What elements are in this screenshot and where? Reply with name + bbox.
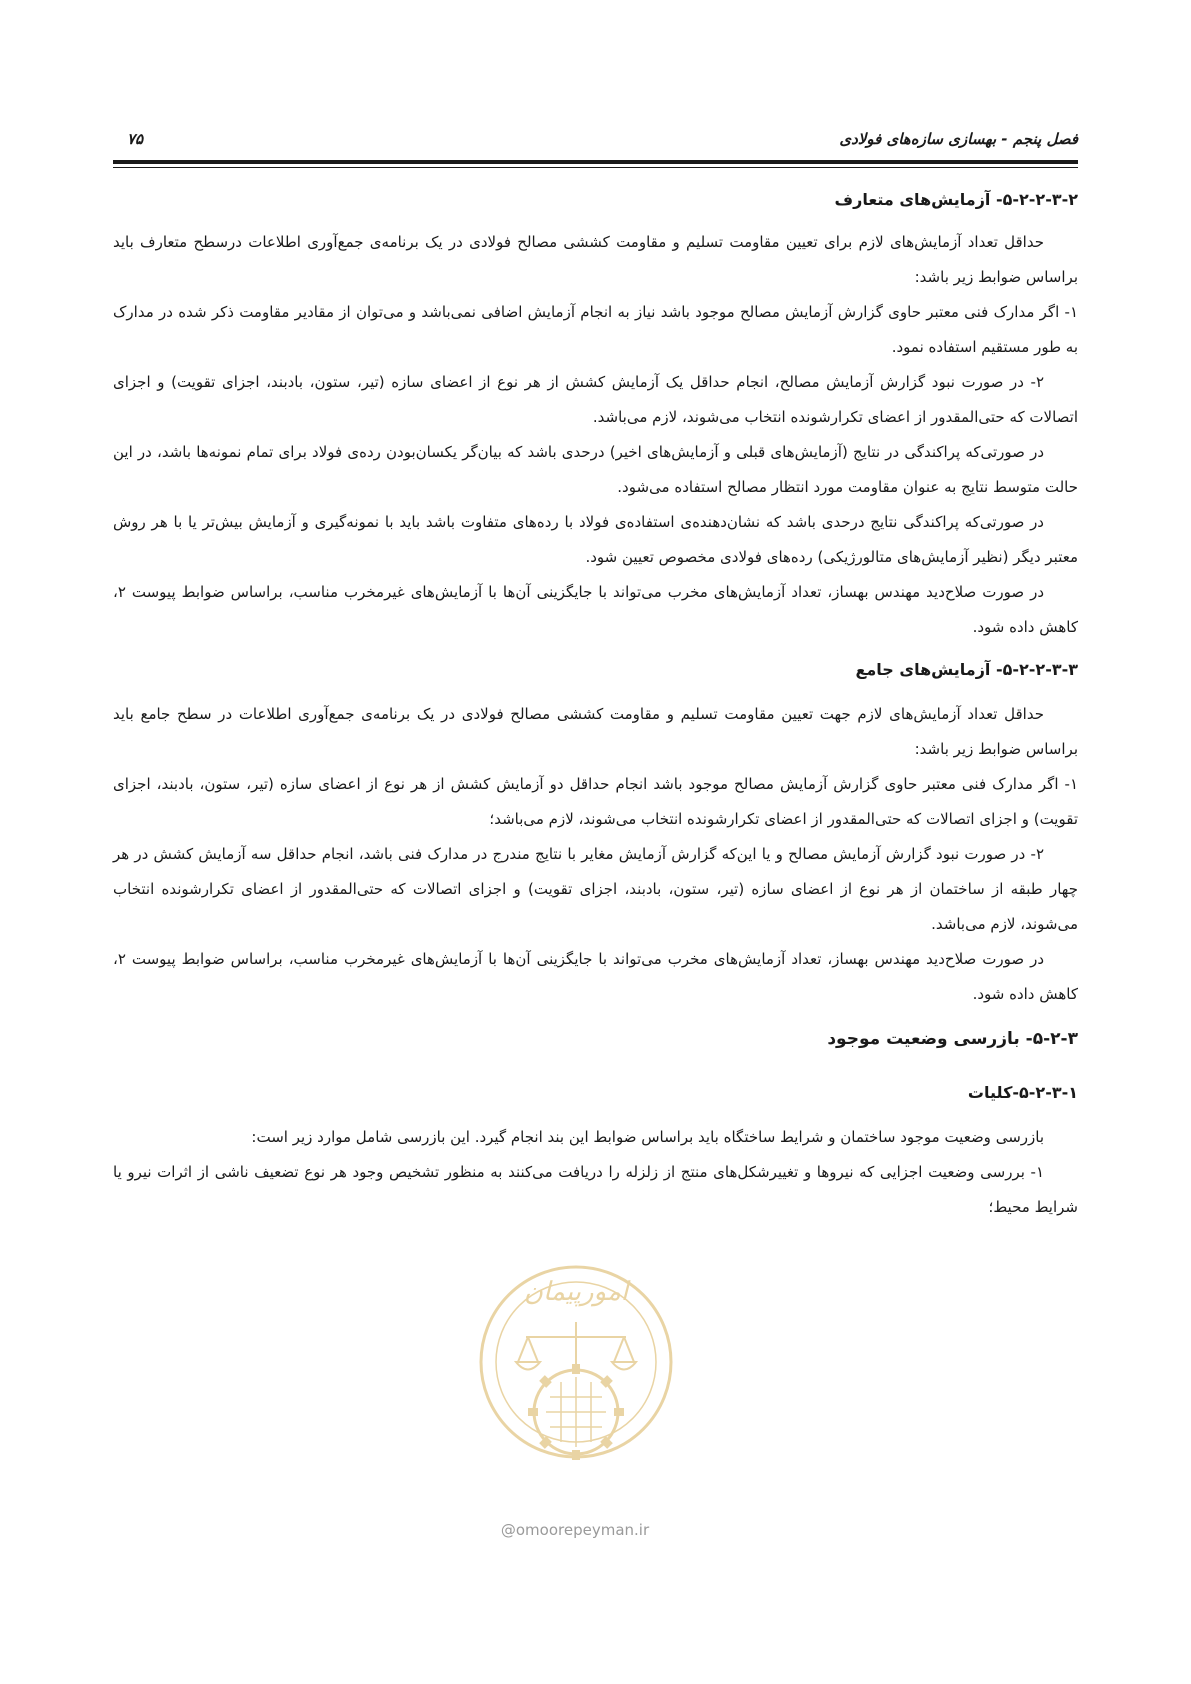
paragraph: ۱- اگر مدارک فنی معتبر حاوی گزارش آزمایش مصالح موجود باشد نیاز به انجام آزمایش اضافی نمی‌باشد و می‌توان از مقادیر مقاومت ذکر شده در مدارک به طور مستقیم استفاده نمود. [113,303,1078,356]
paragraph: حداقل تعداد آزمایش‌های لازم برای تعیین مقاومت تسلیم و مقاومت کششی مصالح فولادی در یک برنامه‌ی جمع‌آوری اطلاعات درسطح متعارف باید براساس ضوابط زیر باشد: [113,233,1078,286]
section-heading: ۵-۲-۲-۳-۲- آزمایش‌های متعارف [834,190,1078,209]
header-rule-thin [113,167,1078,168]
paragraph: در صورت صلاح‌دید مهندس بهساز، تعداد آزمایش‌های مخرب می‌تواند با جایگزینی آن‌ها با آزمایش‌های غیرمخرب مناسب، براساس ضوابط پیوست ۲، کاهش داده شود. [113,583,1078,636]
chapter-title: فصل پنجم - بهسازی سازه‌های فولادی [839,130,1078,148]
paragraph: ۱- بررسی وضعیت اجزایی که نیروها و تغییرشکل‌های منتج از زلزله را دریافت می‌کنند به منظور تشخیص وجود هر نوع تضعیف ناشی از اثرات نیرو یا شرایط محیط؛ [113,1163,1078,1216]
page-number: ۷۵ [127,130,144,148]
svg-text:امورپیمان: امورپیمان [523,1277,629,1307]
page-content [113,185,1078,1225]
paragraph: ۱- اگر مدارک فنی معتبر حاوی گزارش آزمایش مصالح موجود باشد انجام حداقل دو آزمایش کشش از هر نوع از اعضای سازه (تیر، ستون، بادبند، اجزای تقویت) و اجزای اتصالات که حتی‌المقدور از اعضای تکرارشونده انتخاب می‌شوند، لازم می‌باشد؛ [113,775,1078,828]
section-heading: ۵-۲-۳- بازرسی وضعیت موجود [827,1029,1078,1049]
paragraph: در صورتی‌که پراکندگی در نتایج (آزمایش‌های قبلی و آزمایش‌های اخیر) درحدی باشد که بیان‌گر یکسان‌بودن رده‌ی فولاد برای تمام نمونه‌ها باشد، در این حالت متوسط نتایج به عنوان مقاومت مورد انتظار مصالح استفاده می‌شود. [113,443,1078,496]
paragraph: بازرسی وضعیت موجود ساختمان و شرایط ساختگاه باید براساس ضوابط این بند انجام گیرد. این بازرسی شامل موارد زیر است: [251,1128,1044,1146]
paragraph: حداقل تعداد آزمایش‌های لازم جهت تعیین مقاومت تسلیم و مقاومت کششی مصالح فولادی در یک برنامه‌ی جمع‌آوری اطلاعات در سطح جامع باید براساس ضوابط زیر باشد: [113,705,1078,758]
watermark-logo [466,1242,686,1502]
page-header [113,118,1078,158]
section-heading: ۵-۲-۳-۱-کلیات [967,1083,1078,1102]
paragraph: ۲- در صورت نبود گزارش آزمایش مصالح و یا این‌که گزارش آزمایش مغایر با نتایج مندرج در مدارک فنی باشد، انجام حداقل سه آزمایش کشش در هر چهار طبقه از ساختمان از هر نوع از اعضای سازه (تیر، ستون، بادبند، اجزای تقویت) و اجزای اتصالات که حتی‌المقدور از اعضای تکرارشونده انتخاب می‌شوند، لازم می‌باشد. [113,845,1078,933]
header-rule-thick [113,160,1078,164]
paragraph: در صورت صلاح‌دید مهندس بهساز، تعداد آزمایش‌های مخرب می‌تواند با جایگزینی آن‌ها با آزمایش‌های غیرمخرب مناسب، براساس ضوابط پیوست ۲، کاهش داده شود. [113,950,1078,1003]
section-heading: ۵-۲-۲-۳-۳- آزمایش‌های جامع [855,660,1078,679]
watermark-url: @omoorepeyman.ir [500,1521,650,1539]
paragraph: ۲- در صورت نبود گزارش آزمایش مصالح، انجام حداقل یک آزمایش کشش از هر نوع از اعضای سازه (تیر، ستون، بادبند، اجزای تقویت) و اجزای اتصالات که حتی‌المقدور از اعضای تکرارشونده انتخاب می‌شوند، لازم می‌باشد. [113,373,1078,426]
paragraph: در صورتی‌که پراکندگی نتایج درحدی باشد که نشان‌دهنده‌ی استفاده‌ی فولاد با رده‌های متفاوت باشد باید با نمونه‌گیری و آزمایش بیش‌تر یا با هر روش معتبر دیگر (نظیر آزمایش‌های متالورژیکی) رده‌های فولادی مخصوص تعیین شود. [113,513,1078,566]
